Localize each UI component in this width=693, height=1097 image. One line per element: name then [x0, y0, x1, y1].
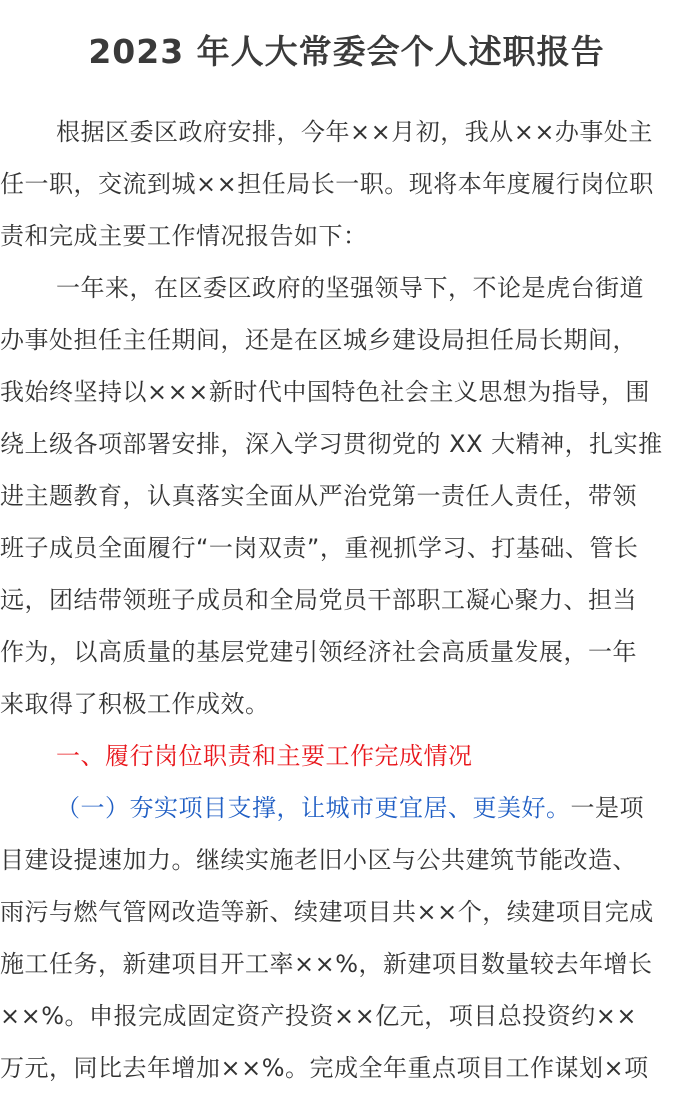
paragraph-line: 一年来，在区委区政府的坚强领导下，不论是虎台街道: [56, 274, 644, 302]
paragraph-line: 任一职，交流到城××担任局长一职。现将本年度履行岗位职: [0, 170, 654, 198]
subsection-heading: （一）夯实项目支撑，让城市更宜居、更美好。: [56, 794, 571, 822]
paragraph-line: 班子成员全面履行“一岗双责”，重视抓学习、打基础、管长: [0, 534, 639, 562]
paragraph-line: 根据区委区政府安排，今年××月初，我从××办事处主: [56, 118, 653, 146]
paragraph-line: 雨污与燃气管网改造等新、续建项目共××个，续建项目完成: [0, 898, 654, 926]
paragraph-line: 我始终坚持以×××新时代中国特色社会主义思想为指导，围: [0, 378, 650, 406]
paragraph-line: 办事处担任主任期间，还是在区城乡建设局担任局长期间，: [0, 326, 637, 354]
subsection-lead-text: 一是项: [570, 794, 644, 822]
paragraph-line: 作为，以高质量的基层党建引领经济社会高质量发展，一年: [0, 638, 637, 666]
paragraph-line: 万元，同比去年增加××%。完成全年重点项目工作谋划×项: [0, 1054, 649, 1082]
paragraph-line: 目建设提速加力。继续实施老旧小区与公共建筑节能改造、: [0, 846, 637, 874]
section-heading: 一、履行岗位职责和主要工作完成情况: [56, 742, 473, 770]
paragraph-line: 绕上级各项部署安排，深入学习贯彻党的 XX 大精神，扎实推: [0, 430, 663, 458]
document-title: 2023 年人大常委会个人述职报告: [88, 32, 605, 71]
paragraph-line: 责和完成主要工作情况报告如下：: [0, 222, 368, 250]
paragraph-line: ××%。申报完成固定资产投资××亿元，项目总投资约××: [0, 1002, 637, 1030]
paragraph-line: 来取得了积极工作成效。: [0, 690, 270, 718]
paragraph-line: 进主题教育，认真落实全面从严治党第一责任人责任，带领: [0, 482, 637, 510]
paragraph-line: 施工任务，新建项目开工率××%，新建项目数量较去年增长: [0, 950, 653, 978]
paragraph-line: 远，团结带领班子成员和全局党员干部职工凝心聚力、担当: [0, 586, 637, 614]
subsection-line: [56, 782, 644, 834]
